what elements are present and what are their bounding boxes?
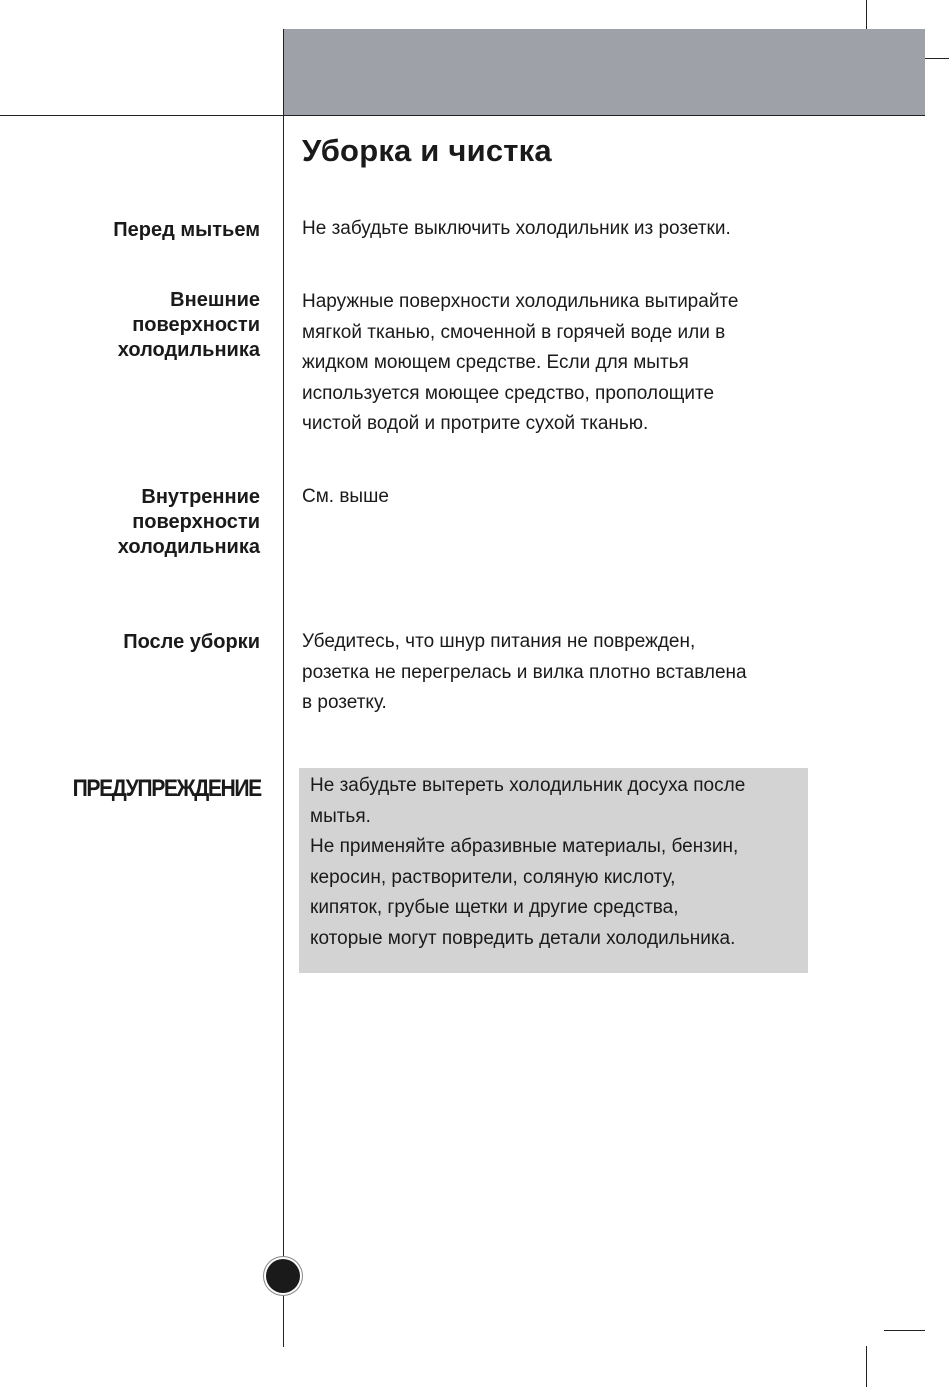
section-text-exterior bbox=[302, 287, 812, 440]
text-line: жидком моющем средстве. Если для мытья bbox=[302, 352, 689, 373]
text-line: используется моющее средство, прополощите bbox=[302, 382, 715, 404]
page-title: Уборка и чистка bbox=[302, 133, 552, 168]
section-label-after-cleaning: После уборки bbox=[123, 631, 260, 653]
header-rule bbox=[0, 115, 925, 116]
text-line: кипяток, грубые щетки и другие средства, bbox=[310, 897, 679, 918]
label-line: холодильника bbox=[117, 339, 260, 361]
crop-mark-bottom-right bbox=[884, 1330, 925, 1331]
text-line: Не применяйте абразивные материалы, бензин, bbox=[310, 836, 739, 857]
header-band bbox=[284, 29, 925, 115]
label-line: холодильника bbox=[117, 536, 260, 558]
text-line: которые могут повредить детали холодильника. bbox=[310, 927, 736, 949]
label-line: поверхности bbox=[132, 511, 260, 533]
section-text-interior: См. выше bbox=[302, 486, 389, 507]
label-line: Внешние bbox=[170, 289, 260, 311]
label-line: поверхности bbox=[132, 314, 260, 336]
section-label-interior bbox=[118, 485, 260, 560]
section-label-exterior bbox=[118, 288, 260, 363]
section-text-after-cleaning bbox=[302, 627, 812, 719]
text-line: Наружные поверхности холодильника вытирайте bbox=[302, 291, 739, 312]
text-line: розетка не перегрелась и вилка плотно вставлена bbox=[302, 661, 747, 683]
section-text-before-washing: Не забудьте выключить холодильник из розетки. bbox=[302, 218, 731, 239]
column-divider bbox=[283, 29, 284, 1347]
text-line: Убедитесь, что шнур питания не поврежден, bbox=[302, 631, 696, 652]
warning-label bbox=[54, 774, 261, 804]
crop-mark-bottom bbox=[866, 1346, 867, 1387]
crop-mark-top bbox=[866, 0, 867, 29]
warning-label-text: ПРЕДУПРЕЖДЕНИЕ bbox=[72, 775, 261, 802]
page-marker-dot bbox=[266, 1259, 300, 1293]
text-line: Не забудьте вытереть холодильник досуха после bbox=[310, 775, 746, 796]
text-line: керосин, растворители, соляную кислоту, bbox=[310, 866, 676, 888]
text-line: мягкой тканью, смоченной в горячей воде или в bbox=[302, 321, 726, 343]
section-label-before-washing: Перед мытьем bbox=[113, 219, 260, 241]
text-line: чистой водой и протрите сухой тканью. bbox=[302, 413, 649, 434]
text-line: мытья. bbox=[310, 805, 371, 827]
warning-text bbox=[310, 771, 800, 954]
label-line: Внутренние bbox=[141, 486, 260, 508]
text-line: в розетку. bbox=[302, 692, 387, 713]
